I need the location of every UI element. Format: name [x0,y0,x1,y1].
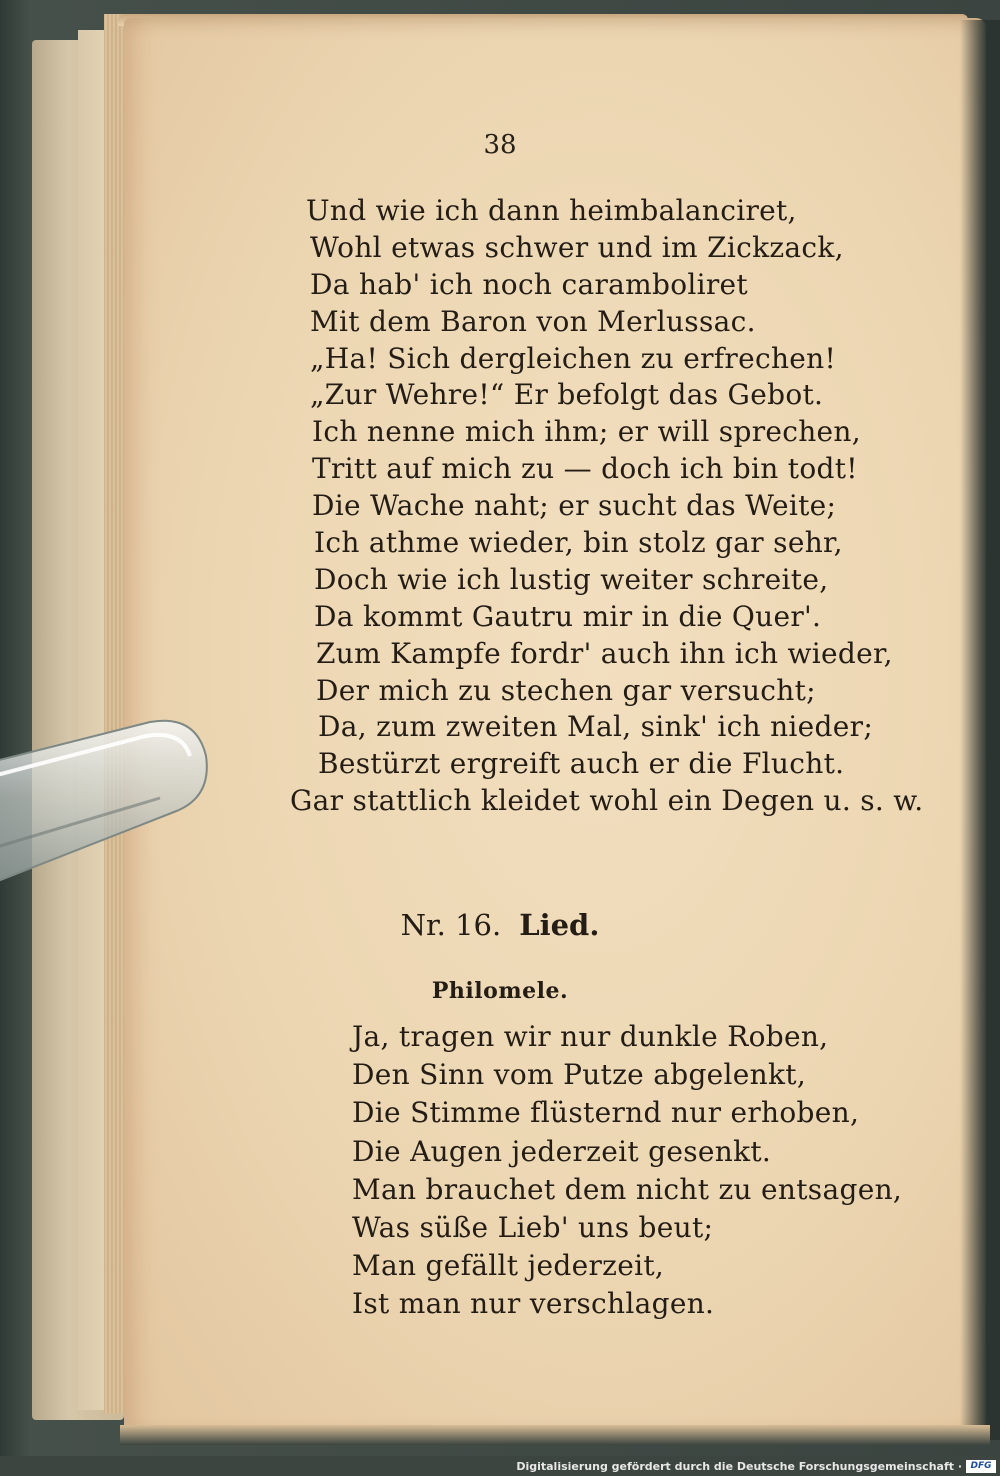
verse-line: „Zur Wehre!“ Er befolgt das Gebot. [310,378,824,412]
verse-line: Da hab' ich noch caramboliret [310,267,748,301]
verse-line: Bestürzt ergreift auch er die Flucht. [318,747,845,781]
verse-line: Mit dem Baron von Merlussac. [310,304,756,338]
verse-line: Was süße Lieb' uns beut; [352,1210,714,1244]
song-heading [0,908,1000,942]
verse-line: Da, zum zweiten Mal, sink' ich nieder; [318,710,874,744]
page-bottom-edge [120,1425,990,1445]
verse-line: Zum Kampfe fordr' auch ihn ich wieder, [316,636,893,670]
song-number: Nr. 16. [400,908,502,942]
page-holder-clip-icon [0,712,210,902]
verse-line: Wohl etwas schwer und im Zickzack, [310,230,844,264]
verse-line: Ich nenne mich ihm; er will sprechen, [312,415,861,449]
verse-line: Man gefällt jederzeit, [352,1249,665,1283]
dfg-logo-icon: DFG [966,1460,996,1473]
funding-notice: Digitalisierung gefördert durch die Deutsche Forschungsgemeinschaft · [516,1460,962,1473]
verse-line: Man brauchet dem nicht zu entsagen, [352,1172,903,1206]
verse-line: „Ha! Sich dergleichen zu erfrechen! [310,341,837,375]
verse-line: Den Sinn vom Putze abgelenkt, [352,1058,807,1092]
verse-line: Die Augen jederzeit gesenkt. [352,1134,772,1168]
verse-line: Der mich zu stechen gar versucht; [316,673,816,707]
verse-line: Gar stattlich kleidet wohl ein Degen u. s. w. [290,784,924,818]
song-title: Lied. [519,908,600,942]
verse-line: Doch wie ich lustig weiter schreite, [314,562,829,596]
verse-line: Die Wache naht; er sucht das Weite; [312,489,837,523]
poem-verse-1 [290,193,924,820]
verse-line: Und wie ich dann heimbalanciret, [306,194,797,227]
page-number: 38 [483,130,517,160]
verse-line: Ja, tragen wir nur dunkle Roben, [352,1020,829,1053]
verse-line: Ich athme wieder, bin stolz gar sehr, [314,526,843,560]
verse-line: Da kommt Gautru mir in die Quer'. [314,599,822,633]
verse-line: Ist man nur verschlagen. [352,1287,715,1321]
page-right-shadow [960,20,1000,1440]
verse-line: Tritt auf mich zu — doch ich bin todt! [312,452,858,486]
poem-verse-2 [352,1018,902,1324]
verse-line: Die Stimme flüsternd nur erhoben, [352,1096,860,1130]
speaker-name: Philomele. [431,978,569,1004]
